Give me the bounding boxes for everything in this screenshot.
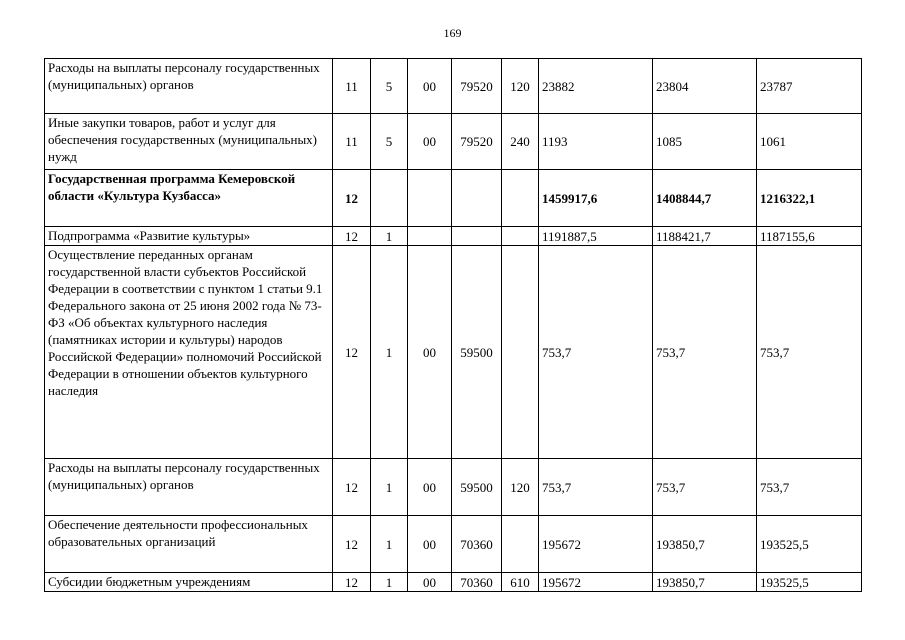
table-row xyxy=(45,573,862,592)
amount-year-1: 1193 xyxy=(539,114,653,170)
subsection-code: 1 xyxy=(371,459,408,516)
target-code: 79520 xyxy=(452,59,502,114)
expense-type-code xyxy=(502,516,539,573)
target-code: 70360 xyxy=(452,516,502,573)
target-code xyxy=(452,227,502,246)
section-code: 12 xyxy=(333,246,371,459)
program-code: 00 xyxy=(408,573,452,592)
section-code: 11 xyxy=(333,59,371,114)
table-row xyxy=(45,59,862,114)
amount-year-2: 753,7 xyxy=(653,459,757,516)
amount-year-3: 753,7 xyxy=(757,246,862,459)
program-code: 00 xyxy=(408,459,452,516)
section-code: 12 xyxy=(333,573,371,592)
budget-table xyxy=(44,58,862,592)
amount-year-2: 1188421,7 xyxy=(653,227,757,246)
amount-year-2: 193850,7 xyxy=(653,573,757,592)
row-name: Иные закупки товаров, работ и услуг для обеспечения государственных (муниципальных) нужд xyxy=(45,114,333,170)
amount-year-1: 195672 xyxy=(539,573,653,592)
subsection-code: 5 xyxy=(371,59,408,114)
subsection-code: 1 xyxy=(371,516,408,573)
target-code: 70360 xyxy=(452,573,502,592)
subsection-code: 5 xyxy=(371,114,408,170)
expense-type-code: 120 xyxy=(502,59,539,114)
table-row xyxy=(45,227,862,246)
amount-year-3: 1187155,6 xyxy=(757,227,862,246)
target-code: 79520 xyxy=(452,114,502,170)
amount-year-2: 1408844,7 xyxy=(653,170,757,227)
expense-type-code xyxy=(502,246,539,459)
amount-year-3: 753,7 xyxy=(757,459,862,516)
table-row xyxy=(45,459,862,516)
section-code: 12 xyxy=(333,170,371,227)
expense-type-code xyxy=(502,227,539,246)
amount-year-2: 753,7 xyxy=(653,246,757,459)
target-code: 59500 xyxy=(452,459,502,516)
program-code: 00 xyxy=(408,59,452,114)
row-name: Государственная программа Кемеровской области «Культура Кузбасса» xyxy=(45,170,333,227)
row-name: Субсидии бюджетным учреждениям xyxy=(45,573,333,592)
amount-year-2: 23804 xyxy=(653,59,757,114)
amount-year-1: 753,7 xyxy=(539,246,653,459)
section-code: 12 xyxy=(333,516,371,573)
program-code: 00 xyxy=(408,516,452,573)
table-row xyxy=(45,170,862,227)
program-code: 00 xyxy=(408,246,452,459)
subsection-code: 1 xyxy=(371,573,408,592)
expense-type-code xyxy=(502,170,539,227)
amount-year-2: 193850,7 xyxy=(653,516,757,573)
section-code: 11 xyxy=(333,114,371,170)
target-code: 59500 xyxy=(452,246,502,459)
amount-year-3: 1216322,1 xyxy=(757,170,862,227)
amount-year-3: 23787 xyxy=(757,59,862,114)
row-name: Осуществление переданных органам государственной власти субъектов Российской Федерации в соответствии с пунктом 1 статьи 9.1 Федерального закона от 25 июня 2002 года № 73-ФЗ «Об объектах культурного наследия (памятниках истории и культуры) народов Российской Федерации» полномочий Российской Федерации в отношении объектов культурного наследия xyxy=(45,246,333,459)
program-code: 00 xyxy=(408,114,452,170)
row-name: Расходы на выплаты персоналу государственных (муниципальных) органов xyxy=(45,459,333,516)
amount-year-1: 23882 xyxy=(539,59,653,114)
table-row xyxy=(45,114,862,170)
program-code xyxy=(408,170,452,227)
target-code xyxy=(452,170,502,227)
amount-year-1: 1459917,6 xyxy=(539,170,653,227)
amount-year-1: 1191887,5 xyxy=(539,227,653,246)
section-code: 12 xyxy=(333,459,371,516)
expense-type-code: 120 xyxy=(502,459,539,516)
subsection-code xyxy=(371,170,408,227)
amount-year-1: 195672 xyxy=(539,516,653,573)
table-row xyxy=(45,246,862,459)
page-number: 169 xyxy=(443,26,462,40)
section-code: 12 xyxy=(333,227,371,246)
program-code xyxy=(408,227,452,246)
expense-type-code: 240 xyxy=(502,114,539,170)
row-name: Обеспечение деятельности профессиональных образовательных организаций xyxy=(45,516,333,573)
expense-type-code: 610 xyxy=(502,573,539,592)
amount-year-1: 753,7 xyxy=(539,459,653,516)
subsection-code: 1 xyxy=(371,246,408,459)
amount-year-2: 1085 xyxy=(653,114,757,170)
subsection-code: 1 xyxy=(371,227,408,246)
row-name: Расходы на выплаты персоналу государственных (муниципальных) органов xyxy=(45,59,333,114)
table-row xyxy=(45,516,862,573)
amount-year-3: 1061 xyxy=(757,114,862,170)
row-name: Подпрограмма «Развитие культуры» xyxy=(45,227,333,246)
amount-year-3: 193525,5 xyxy=(757,516,862,573)
amount-year-3: 193525,5 xyxy=(757,573,862,592)
